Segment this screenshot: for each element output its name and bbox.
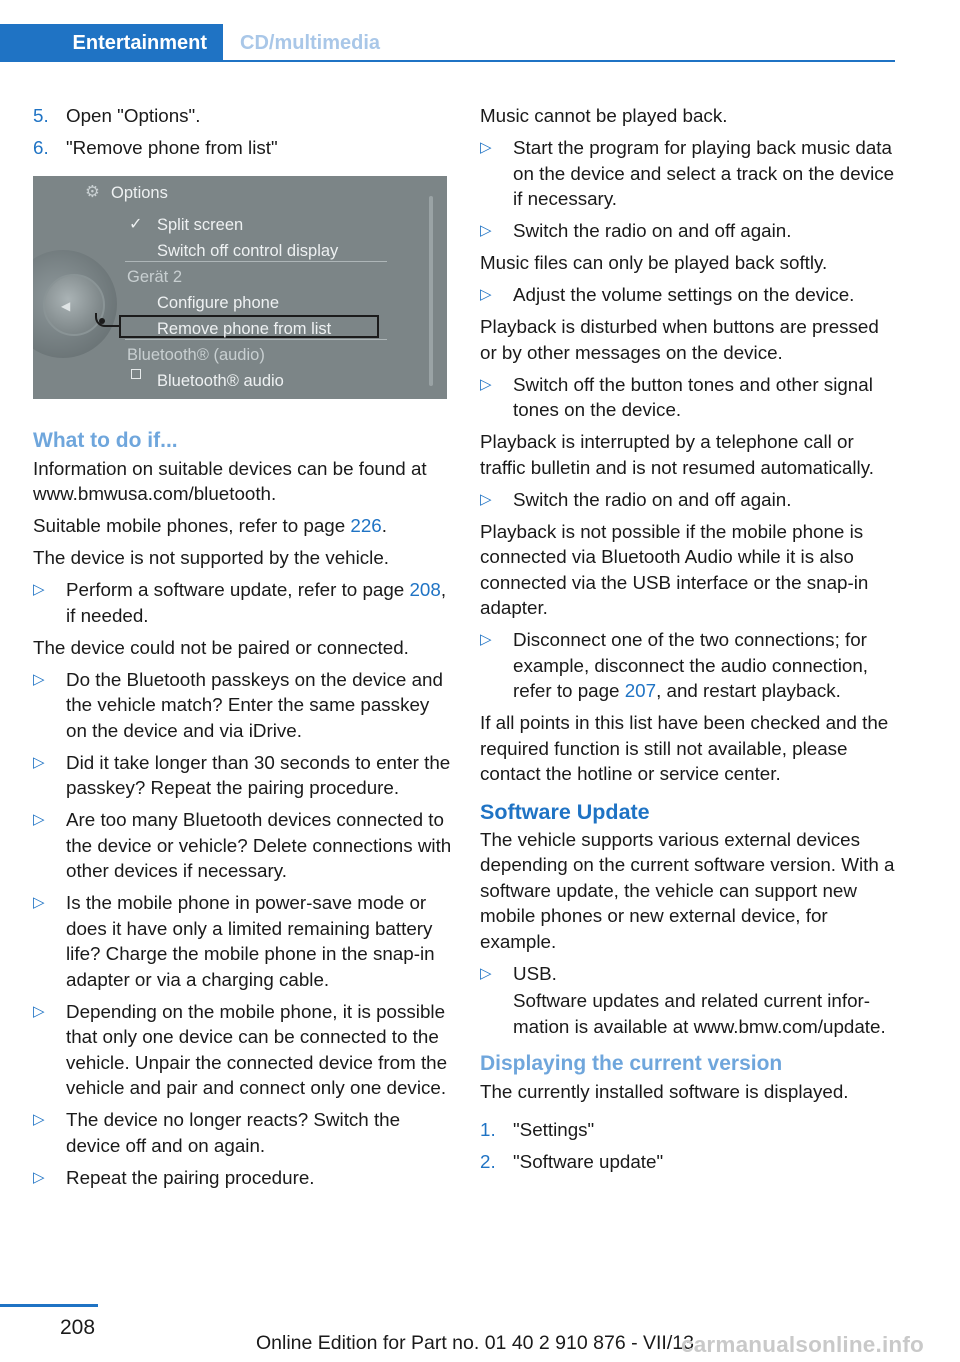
triangle-bullet-icon: ▷ <box>33 1002 45 1020</box>
step-item <box>480 1149 900 1175</box>
idrive-options-screenshot <box>33 176 447 399</box>
pointer-dot <box>99 318 105 324</box>
bullet-item <box>33 577 453 628</box>
bullet-item <box>480 961 900 987</box>
bullet-text <box>66 577 453 628</box>
triangle-bullet-icon: ▷ <box>33 581 45 598</box>
step-number: 6. <box>33 137 49 158</box>
bullet-text: Do the Bluetooth passkeys on the device and the vehicle match? Enter the same passkey on the device and via iDrive. <box>66 668 443 741</box>
text-span: . <box>381 515 387 536</box>
paragraph: Playback is not possible if the mobile phone is connected via Bluetooth Audio while it is also connected via the USB interface or the snap-in adapter. <box>480 520 869 618</box>
bullet-text: Repeat the pairing procedure. <box>66 1166 315 1188</box>
paragraph <box>33 513 453 539</box>
left-column <box>33 103 453 1197</box>
checkbox-icon <box>131 369 141 379</box>
bullet-text: The device no longer reacts? Switch the device off and on again. <box>66 1109 401 1156</box>
bullet-item <box>480 372 900 423</box>
triangle-bullet-icon: ▷ <box>480 139 492 156</box>
bullet-item <box>480 282 900 308</box>
check-icon: ✓ <box>129 215 143 233</box>
triangle-bullet-icon: ▷ <box>480 964 492 982</box>
step-text: "Settings" <box>513 1118 595 1140</box>
screen-scrollbar <box>429 196 433 386</box>
step-number: 2. <box>480 1150 496 1172</box>
bullet-item <box>33 750 453 801</box>
paragraph: The vehicle supports various external devices depending on the current software version. With a software update, the vehicle can support new mobile phones or new external device, for example. <box>480 828 895 952</box>
menu-item-remove-phone: Remove phone from list <box>157 319 332 338</box>
paragraph: Playback is disturbed when buttons are pressed or by other messages on the device. <box>480 316 879 363</box>
menu-separator <box>125 261 387 262</box>
text-span: , and restart playback. <box>656 680 841 701</box>
menu-item-bluetooth-audio: Bluetooth® audio <box>157 371 284 390</box>
menu-item-split-screen: Split screen <box>157 215 244 234</box>
heading-current-version: Displaying the current version <box>480 1052 783 1075</box>
section-tab-entertainment: Entertainment <box>0 24 223 62</box>
paragraph: Music cannot be played back. <box>480 105 728 126</box>
page-link-207[interactable]: 207 <box>624 680 657 701</box>
page-link-208[interactable]: 208 <box>409 579 441 600</box>
triangle-bullet-icon: ▷ <box>33 811 45 828</box>
menu-item-switch-off-display: Switch off control display <box>157 241 339 260</box>
triangle-bullet-icon: ▷ <box>480 375 492 393</box>
bullet-text: Depending on the mobile phone, it is possible that only one device can be connected to the vehicle. Unpair the connected device from the vehicle and pair and connect only one device. <box>66 1000 448 1098</box>
bullet-item <box>480 487 900 513</box>
triangle-bullet-icon: ▷ <box>480 222 492 239</box>
bullet-text: Did it take longer than 30 seconds to enter the passkey? Repeat the pairing procedure. <box>66 751 451 798</box>
edition-text: Online Edition for Part no. 01 40 2 910 876 - VII/13 <box>256 1332 694 1354</box>
bullet-text: Switch off the button tones and other signal tones on the device. <box>513 373 873 420</box>
step-number: 5. <box>33 105 49 126</box>
step-item <box>480 1117 900 1143</box>
triangle-bullet-icon: ▷ <box>33 894 45 911</box>
bullet-subtext: Software updates and related current information is available at www.bmw.com/update. <box>513 990 886 1037</box>
menu-item-configure-phone: Configure phone <box>157 293 280 312</box>
bullet-item <box>33 890 453 992</box>
text-span: Perform a software update, refer to page <box>66 579 410 600</box>
bullet-text: USB. <box>513 962 557 984</box>
bullet-item <box>33 1107 453 1158</box>
paragraph: The device is not supported by the vehicle. <box>33 547 390 568</box>
triangle-bullet-icon: ▷ <box>33 670 45 688</box>
bullet-text <box>513 627 900 704</box>
triangle-bullet-icon: ▷ <box>33 753 45 771</box>
paragraph: Information on suitable devices can be found at www.bmwusa.com/bluetooth. <box>33 457 427 504</box>
bullet-text: Switch the radio on and off again. <box>513 220 792 241</box>
paragraph: The currently installed software is displayed. <box>480 1081 849 1102</box>
step-item <box>33 103 453 129</box>
bullet-item <box>480 627 900 704</box>
bullet-item <box>480 218 900 244</box>
bullet-text: Switch the radio on and off again. <box>513 488 792 510</box>
text-span: Suitable mobile phones, refer to page <box>33 515 351 536</box>
step-number: 1. <box>480 1118 496 1140</box>
page-header <box>0 24 895 62</box>
footer-rule <box>0 1304 98 1307</box>
triangle-bullet-icon: ▷ <box>480 631 492 648</box>
header-rule <box>223 60 895 62</box>
bullet-text: Are too many Bluetooth devices connected to the device or vehicle? Delete connections with other devices if necessary. <box>66 809 452 881</box>
heading-what-to-do: What to do if... <box>33 428 178 452</box>
step-text: "Software update" <box>513 1150 664 1172</box>
options-gear-icon: ⚙ <box>85 182 100 201</box>
step-text: "Remove phone from list" <box>66 137 278 158</box>
page-link-226[interactable]: 226 <box>350 515 382 536</box>
text-span: Disconnect one of the two connections; for example, disconnect the audio connection, refer to page <box>513 629 868 701</box>
triangle-bullet-icon: ▷ <box>480 286 492 303</box>
paragraph: Playback is interrupted by a telephone call or traffic bulletin and is not resumed automatically. <box>480 431 874 478</box>
paragraph: If all points in this list have been checked and the required function is still not available, please contact the hotline or service center. <box>480 712 889 784</box>
bullet-text: Start the program for playing back music data on the device and select a track on the device if necessary. <box>513 137 895 209</box>
bullet-item <box>33 667 453 744</box>
paragraph: The device could not be paired or connected. <box>33 636 409 658</box>
left-arrow-icon: ◀ <box>61 298 71 313</box>
menu-group-geraet-2: Gerät 2 <box>127 267 183 286</box>
bullet-item <box>33 807 453 884</box>
bullet-item <box>33 999 453 1101</box>
bullet-item <box>33 1165 453 1191</box>
watermark: carmanualsonline.info <box>681 1332 924 1357</box>
bullet-text: Is the mobile phone in power-save mode or does it have only a limited remaining battery life? Charge the mobile phone in the snap-in adapter or via a charging cable. <box>66 892 435 990</box>
text-span: , if needed. <box>66 579 447 626</box>
triangle-bullet-icon: ▷ <box>33 1168 45 1186</box>
step-item <box>33 135 453 161</box>
page-number: 208 <box>60 1316 96 1339</box>
right-column <box>480 103 900 1181</box>
section-tab-cd-multimedia: CD/multimedia <box>240 31 381 54</box>
triangle-bullet-icon: ▷ <box>480 490 492 508</box>
triangle-bullet-icon: ▷ <box>33 1111 45 1128</box>
menu-group-bluetooth-audio: Bluetooth® (audio) <box>127 345 265 364</box>
bullet-text: Adjust the volume settings on the device. <box>513 284 855 305</box>
screen-title: Options <box>111 183 168 202</box>
controller-knob <box>43 274 105 336</box>
paragraph: Music files can only be played back softly. <box>480 252 828 273</box>
heading-software-update: Software Update <box>480 799 650 824</box>
bullet-item <box>480 135 900 212</box>
menu-separator <box>125 339 387 340</box>
step-text: Open "Options". <box>66 105 201 126</box>
